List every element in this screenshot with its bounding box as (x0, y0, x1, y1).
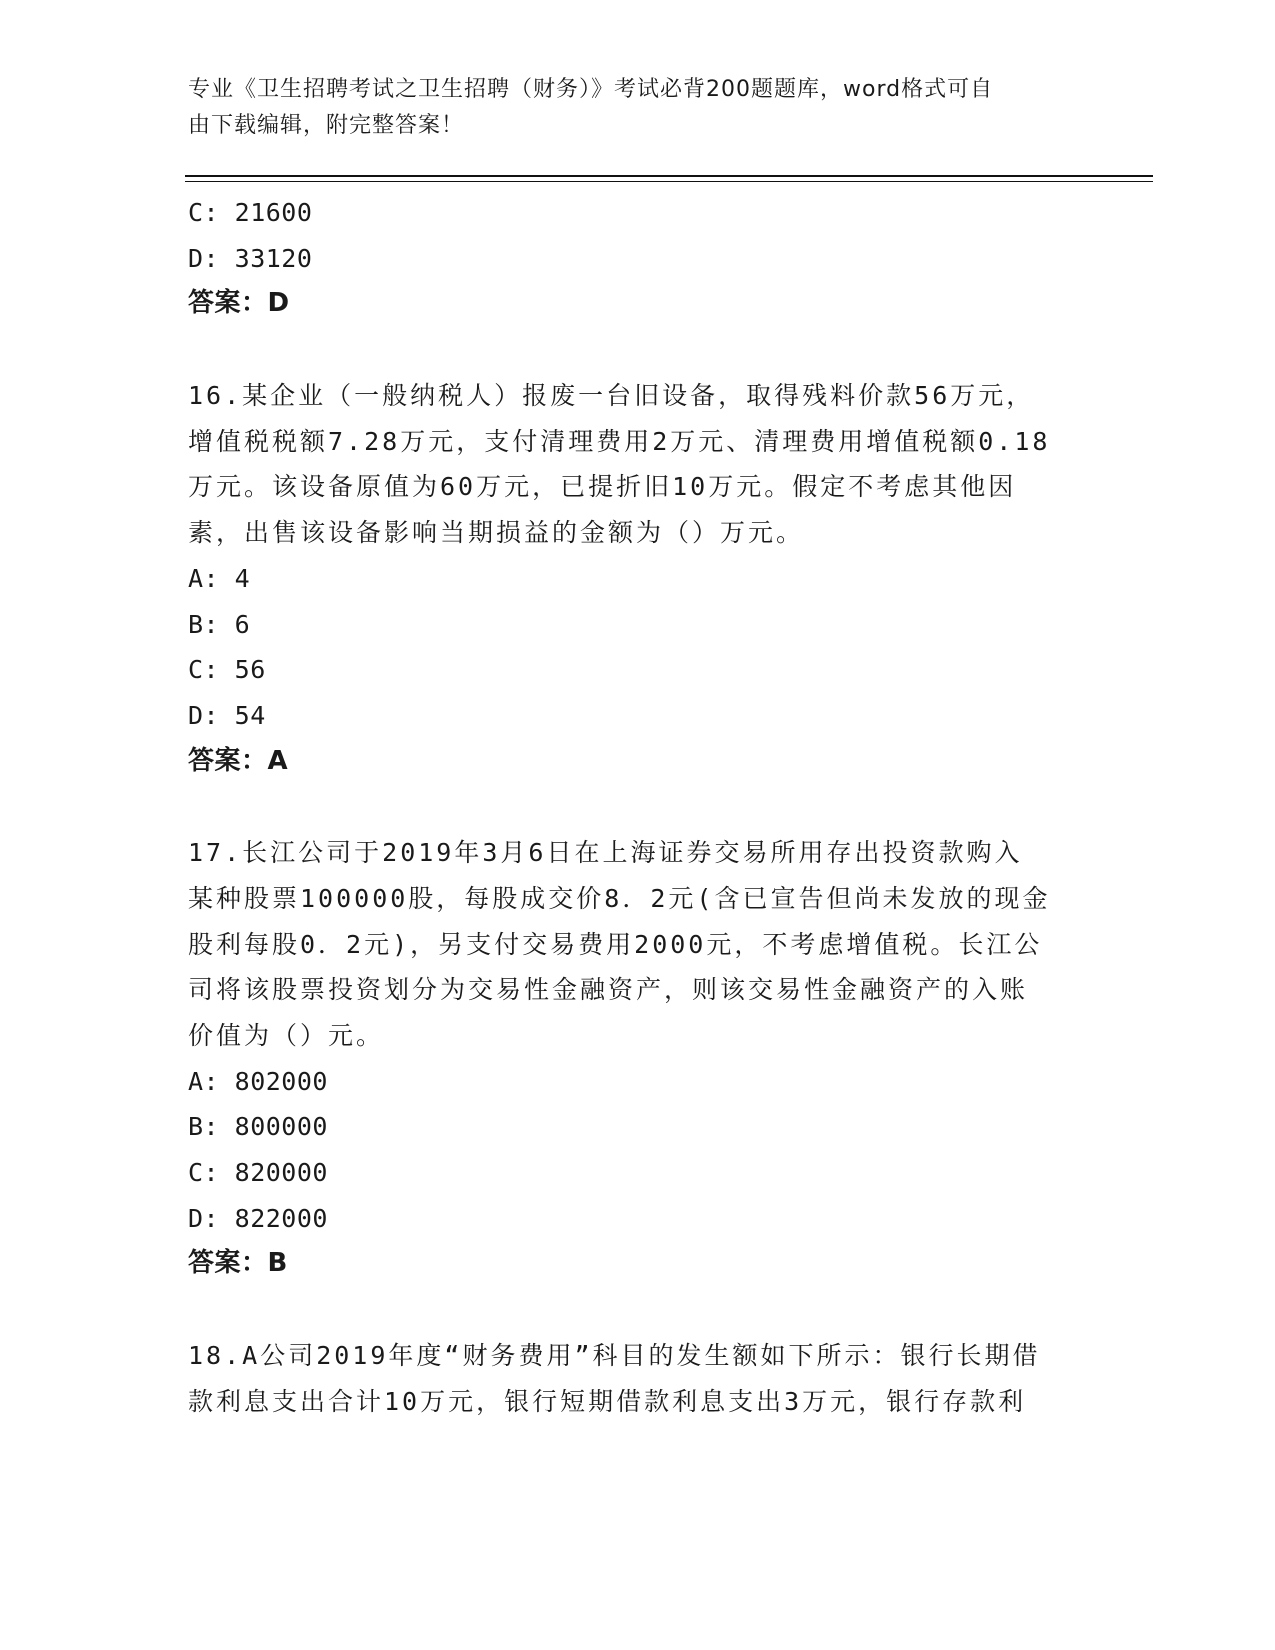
q16-text-line-3: 万元。该设备原值为60万元，已提折旧10万元。假定不考虑其他因 (188, 472, 1017, 502)
header-line-1: 专业《卫生招聘考试之卫生招聘（财务）》考试必背200题题库，word格式可自 (188, 77, 994, 102)
q17-answer: 答案：B (188, 1248, 288, 1279)
document-body (188, 190, 1088, 1425)
q16-option-a: A: 4 (188, 563, 251, 593)
q17-text-line-2: 某种股票100000股，每股成交价8．2元(含已宣告但尚未发放的现金 (188, 883, 1051, 913)
question-15 (188, 190, 1088, 327)
document-header (188, 72, 1068, 144)
question-16 (188, 373, 1088, 784)
header-line-2: 由下载编辑，附完整答案！ (188, 113, 465, 138)
q16-answer: 答案：A (188, 745, 289, 776)
q15-answer: 答案：D (188, 288, 290, 319)
q16-text-line-2: 增值税税额7.28万元，支付清理费用2万元、清理费用增值税额0.18 (188, 426, 1051, 456)
q17-option-b: B: 800000 (188, 1112, 328, 1142)
q17-text-line-1: 17.长江公司于2019年3月6日在上海证券交易所用存出投资款购入 (188, 838, 1023, 868)
q16-option-c: C: 56 (188, 655, 266, 685)
question-18 (188, 1333, 1088, 1424)
spacer (188, 327, 1088, 373)
q16-option-b: B: 6 (188, 609, 251, 639)
q16-text-line-1: 16.某企业（一般纳税人）报废一台旧设备，取得残料价款56万元， (188, 381, 1035, 411)
spacer (188, 1287, 1088, 1333)
header-rule-thin (185, 181, 1153, 182)
q17-text-line-4: 司将该股票投资划分为交易性金融资产，则该交易性金融资产的入账 (188, 975, 1029, 1005)
question-17 (188, 830, 1088, 1287)
q15-option-c: C: 21600 (188, 198, 313, 227)
q16-text-line-4: 素，出售该设备影响当期损益的金额为（）万元。 (188, 518, 805, 548)
q17-text-line-5: 价值为（）元。 (188, 1021, 385, 1050)
q17-option-d: D: 822000 (188, 1203, 328, 1233)
q15-option-d: D: 33120 (188, 243, 313, 273)
q17-option-a: A: 802000 (188, 1066, 328, 1096)
q17-text-line-3: 股利每股0．2元)，另支付交易费用2000元，不考虑增值税。长江公 (188, 929, 1043, 959)
spacer (188, 784, 1088, 830)
q17-option-c: C: 820000 (188, 1158, 328, 1188)
q16-option-d: D: 54 (188, 700, 266, 730)
q18-text-line-2: 款利息支出合计10万元，银行短期借款利息支出3万元，银行存款利 (188, 1386, 1027, 1416)
q18-text-line-1: 18.A公司2019年度“财务费用”科目的发生额如下所示：银行长期借 (188, 1341, 1041, 1371)
header-rule-thick (185, 175, 1153, 177)
